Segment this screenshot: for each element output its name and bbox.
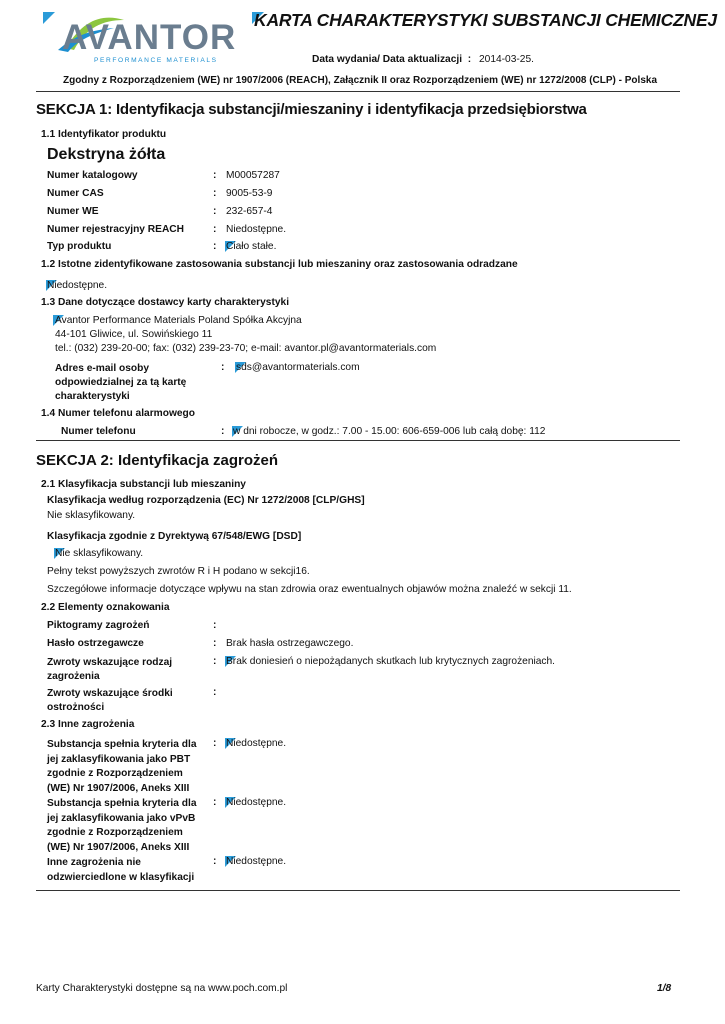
field-label-we: Numer WE <box>47 206 99 217</box>
field-label-reach: Numer rejestracyjny REACH <box>47 224 185 235</box>
signal-word-label: Hasło ostrzegawcze <box>47 638 144 649</box>
revision-marker-icon <box>43 12 54 23</box>
field-value-catalog: M00057287 <box>226 170 280 181</box>
dsd-value: Nie sklasyfikowany. <box>55 548 144 559</box>
document-title: KARTA CHARAKTERYSTYKI SUBSTANCJI CHEMICZNEJ <box>254 10 717 30</box>
email-label: Adres e-mail osoby odpowiedzialnej za tą kartę charakterystyki <box>55 363 187 402</box>
avantor-logo <box>44 10 244 64</box>
hazard-statements-value: Brak doniesień o niepożądanych skutkach lub krytycznych zagrożeniach. <box>226 656 556 667</box>
vpvb-label: Substancja spełnia kryteria dla jej zaklasyfikowania jako vPvB zgodnie z Rozporządzeniem (WE) Nr 1907/2006, Aneks XIII <box>47 798 197 853</box>
field-value-type: Ciało stałe. <box>226 241 277 252</box>
subsection-2-1: 2.1 Klasyfikacja substancji lub mieszaniny <box>41 479 246 490</box>
vpvb-value: Niedostępne. <box>226 797 287 808</box>
logo-wordmark: AVANTOR <box>62 18 237 57</box>
subsection-1-2: 1.2 Istotne zidentyfikowane zastosowania substancji lub mieszaniny oraz zastosowania odradzane <box>41 259 518 270</box>
regulation-line: Zgodny z Rozporządzeniem (WE) nr 1907/2006 (REACH), Załącznik II oraz Rozporządzeniem (WE) nr 1272/2008 (CLP) - Polska <box>62 75 658 86</box>
supplier-contact: tel.: (032) 239-20-00; fax: (032) 239-23-70; e-mail: avantor.pl@avantormaterials.com <box>55 343 437 354</box>
subsection-1-3: 1.3 Dane dotyczące dostawcy karty charakterystyki <box>41 297 290 308</box>
footer-text: Karty Charakterystyki dostępne są na www.poch.com.pl <box>36 983 288 994</box>
subsection-1-4: 1.4 Numer telefonu alarmowego <box>41 408 195 419</box>
precautionary-statements-label: Zwroty wskazujące środki ostrożności <box>47 688 173 713</box>
date-label: Data wydania/ Data aktualizacji : <box>312 54 472 65</box>
note-full-text: Pełny tekst powyższych zwrotów R i H podano w sekcji16. <box>47 566 310 577</box>
pbt-label: Substancja spełnia kryteria dla jej zaklasyfikowania jako PBT zgodnie z Rozporządzeniem (WE) Nr 1907/2006, Aneks XIII <box>47 739 197 794</box>
clp-label: Klasyfikacja według rozporządzenia (EC) Nr 1272/2008 [CLP/GHS] <box>47 495 365 506</box>
clp-value: Nie sklasyfikowany. <box>47 510 136 521</box>
field-value-reach: Niedostępne. <box>226 224 287 235</box>
logo-subtitle: PERFORMANCE MATERIALS <box>94 57 218 64</box>
supplier-address: 44-101 Gliwice, ul. Sowińskiego 11 <box>55 329 213 340</box>
phone-value: w dni robocze, w godz.: 7.00 - 15.00: 606-659-006 lub całą dobę: 112 <box>233 426 546 437</box>
note-health-info: Szczegółowe informacje dotyczące wpływu na stan zdrowia oraz ewentualnych objawów można znaleźć w sekcji 11. <box>47 584 572 595</box>
pictograms-label: Piktogramy zagrożeń <box>47 620 150 631</box>
field-label-cas: Numer CAS <box>47 188 104 199</box>
field-value-we: 232-657-4 <box>226 206 273 217</box>
field-value-cas: 9005-53-9 <box>226 188 273 199</box>
dsd-label: Klasyfikacja zgodnie z Dyrektywą 67/548/EWG [DSD] <box>47 531 302 542</box>
other-hazards-value: Niedostępne. <box>226 856 287 867</box>
page-number: 1/8 <box>657 983 672 994</box>
section1-heading: SEKCJA 1: Identyfikacja substancji/mieszaniny i identyfikacja przedsiębiorstwa <box>36 101 587 118</box>
signal-word-value: Brak hasła ostrzegawczego. <box>226 638 354 649</box>
subsection-2-3: 2.3 Inne zagrożenia <box>41 719 135 730</box>
section2-heading: SEKCJA 2: Identyfikacja zagrożeń <box>36 452 279 469</box>
field-label-catalog: Numer katalogowy <box>47 170 138 181</box>
product-name: Dekstryna żółta <box>47 146 166 163</box>
date-value: 2014-03-25. <box>479 54 534 65</box>
other-hazards-label: Inne zagrożenia nie odzwierciedlone w klasyfikacji <box>47 857 195 883</box>
subsection-1-1: 1.1 Identyfikator produktu <box>41 129 167 140</box>
subsection-2-2: 2.2 Elementy oznakowania <box>41 602 170 613</box>
subsection-1-2-value: Niedostępne. <box>47 280 108 291</box>
hazard-statements-label: Zwroty wskazujące rodzaj zagrożenia <box>47 657 173 682</box>
phone-label: Numer telefonu <box>61 426 136 437</box>
email-value[interactable]: sds@avantormaterials.com <box>236 362 360 373</box>
pbt-value: Niedostępne. <box>226 738 287 749</box>
supplier-name: Avantor Performance Materials Poland Spółka Akcyjna <box>55 315 302 326</box>
field-label-type: Typ produktu <box>47 241 112 252</box>
